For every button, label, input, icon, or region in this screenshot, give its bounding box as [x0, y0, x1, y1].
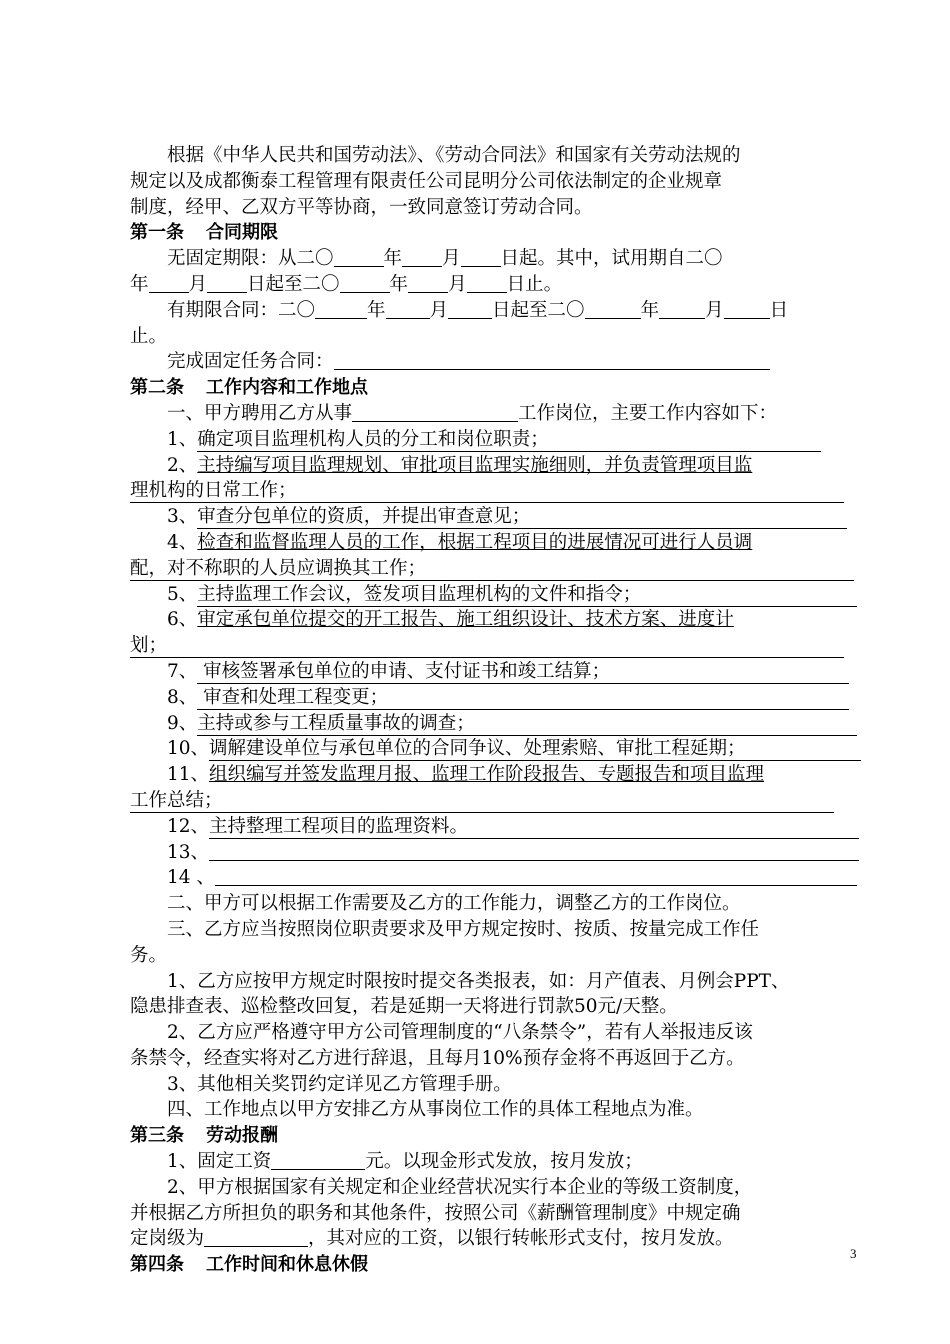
position-line: 一、甲方聘用乙方从事 工作岗位，主要工作内容如下： — [167, 402, 778, 424]
duty-item-cont: 理机构的日常工作； — [130, 478, 860, 504]
rule-item-cont: 条禁令，经查实将对乙方进行辞退，且每月10%预存金将不再返回于乙方。 — [130, 1047, 745, 1069]
article-1-heading: 第一条 合同期限 — [130, 222, 278, 244]
work-location: 四、工作地点以甲方安排乙方从事岗位工作的具体工程地点为准。 — [167, 1099, 704, 1121]
year-blank[interactable] — [585, 298, 641, 319]
day-blank[interactable] — [724, 298, 770, 319]
probation-line: 年 月 日起至二〇 年 月 日止。 — [130, 273, 563, 295]
article-2-heading: 第二条 工作内容和工作地点 — [130, 377, 368, 399]
position-blank[interactable] — [352, 401, 518, 422]
duty-item: 5、主持监理工作会议，签发项目监理机构的文件和指令； — [130, 582, 860, 608]
duty-requirement-cont: 务。 — [130, 944, 168, 966]
duty-item-cont: 划； — [130, 633, 860, 659]
article-3-heading: 第三条 劳动报酬 — [130, 1125, 278, 1147]
day-blank[interactable] — [207, 272, 247, 293]
duty-item-blank: 13、 — [130, 840, 860, 866]
duty-item-blank: 14 、 — [130, 865, 860, 891]
contract-page-body — [130, 143, 860, 1278]
duty-item: 3、审查分包单位的资质，并提出审查意见； — [130, 504, 860, 530]
grade-line: 定岗级为 ，其对应的工资，以银行转帐形式支付，按月发放。 — [130, 1228, 734, 1250]
month-blank[interactable] — [149, 272, 189, 293]
task-blank[interactable] — [334, 349, 770, 370]
duty-item: 10、调解建设单位与承包单位的合同争议、处理索赔、审批工程延期； — [130, 736, 860, 762]
intro-line: 制度，经甲、乙双方平等协商，一致同意签订劳动合同。 — [130, 196, 593, 218]
duty-requirement: 三、乙方应当按照岗位职责要求及甲方规定按时、按质、按量完成工作任 — [167, 918, 760, 940]
day-blank[interactable] — [467, 272, 507, 293]
duty-item: 6、审定承包单位提交的开工报告、施工组织设计、技术方案、进度计 — [167, 609, 734, 631]
rule-item-cont: 隐患排查表、巡检整改回复，若是延期一天将进行罚款50元/天整。 — [130, 996, 678, 1018]
open-term-line: 无固定期限：从二〇 年 月 日起。其中，试用期自二〇 — [167, 248, 723, 270]
duty-item: 11、组织编写并签发监理月报、监理工作阶段报告、专题报告和项目监理 — [167, 764, 765, 786]
duty-item: 7、 审核签署承包单位的申请、支付证书和竣工结算； — [130, 659, 860, 685]
duty-item: 4、检查和监督监理人员的工作，根据工程项目的进展情况可进行人员调 — [167, 531, 753, 553]
duty-item: 12、主持整理工程项目的监理资料。 — [130, 814, 860, 840]
duty-item-cont: 工作总结； — [130, 788, 860, 814]
year-blank[interactable] — [340, 272, 390, 293]
duty-item: 1、确定项目监理机构人员的分工和岗位职责； — [130, 427, 860, 453]
intro-line: 根据《中华人民共和国劳动法》、《劳动合同法》和国家有关劳动法规的 — [167, 145, 741, 166]
rule-item: 1、乙方应按甲方规定时限按时提交各类报表，如：月产值表、月例会PPT、 — [167, 970, 790, 992]
intro-line: 规定以及成都衡泰工程管理有限责任公司昆明分公司依法制定的企业规章 — [130, 170, 723, 192]
rule-item: 3、其他相关奖罚约定详见乙方管理手册。 — [167, 1073, 512, 1095]
month-blank[interactable] — [402, 246, 442, 267]
article-4-heading: 第四条 工作时间和休息休假 — [130, 1254, 368, 1276]
duty-item-cont: 配，对不称职的人员应调换其工作； — [130, 556, 860, 582]
fixed-task-line: 完成固定任务合同： — [130, 349, 860, 375]
grade-blank[interactable] — [204, 1226, 308, 1247]
month-blank[interactable] — [386, 298, 430, 319]
salary-blank[interactable] — [271, 1149, 365, 1170]
salary-system-line: 2、甲方根据国家有关规定和企业经营状况实行本企业的等级工资制度， — [167, 1176, 753, 1198]
day-blank[interactable] — [448, 298, 492, 319]
page-number: 3 — [850, 1246, 857, 1261]
salary-line: 1、固定工资 元。以现金形式发放，按月发放； — [167, 1151, 643, 1173]
duty-item: 9、主持或参与工程质量事故的调查； — [130, 711, 860, 737]
adjust-paragraph: 二、甲方可以根据工作需要及乙方的工作能力，调整乙方的工作岗位。 — [167, 893, 741, 915]
fixed-term-end: 止。 — [130, 325, 168, 347]
duty-item: 2、主持编写项目监理规划、审批项目监理实施细则，并负责管理项目监 — [167, 454, 753, 476]
salary-system-line: 并根据乙方所担负的职务和其他条件，按照公司《薪酬管理制度》中规定确 — [130, 1202, 741, 1224]
duty-item: 8、 审查和处理工程变更； — [130, 685, 860, 711]
duty-blank[interactable] — [209, 840, 859, 861]
month-blank[interactable] — [408, 272, 448, 293]
fixed-term-line: 有期限合同：二〇 年 月 日起至二〇 年 月 日 — [167, 299, 789, 321]
year-blank[interactable] — [334, 246, 384, 267]
year-blank[interactable] — [315, 298, 367, 319]
duty-blank[interactable] — [215, 865, 857, 886]
day-blank[interactable] — [461, 246, 501, 267]
month-blank[interactable] — [659, 298, 705, 319]
rule-item: 2、乙方应严格遵守甲方公司管理制度的“八条禁令”，若有人举报违反该 — [167, 1022, 753, 1044]
